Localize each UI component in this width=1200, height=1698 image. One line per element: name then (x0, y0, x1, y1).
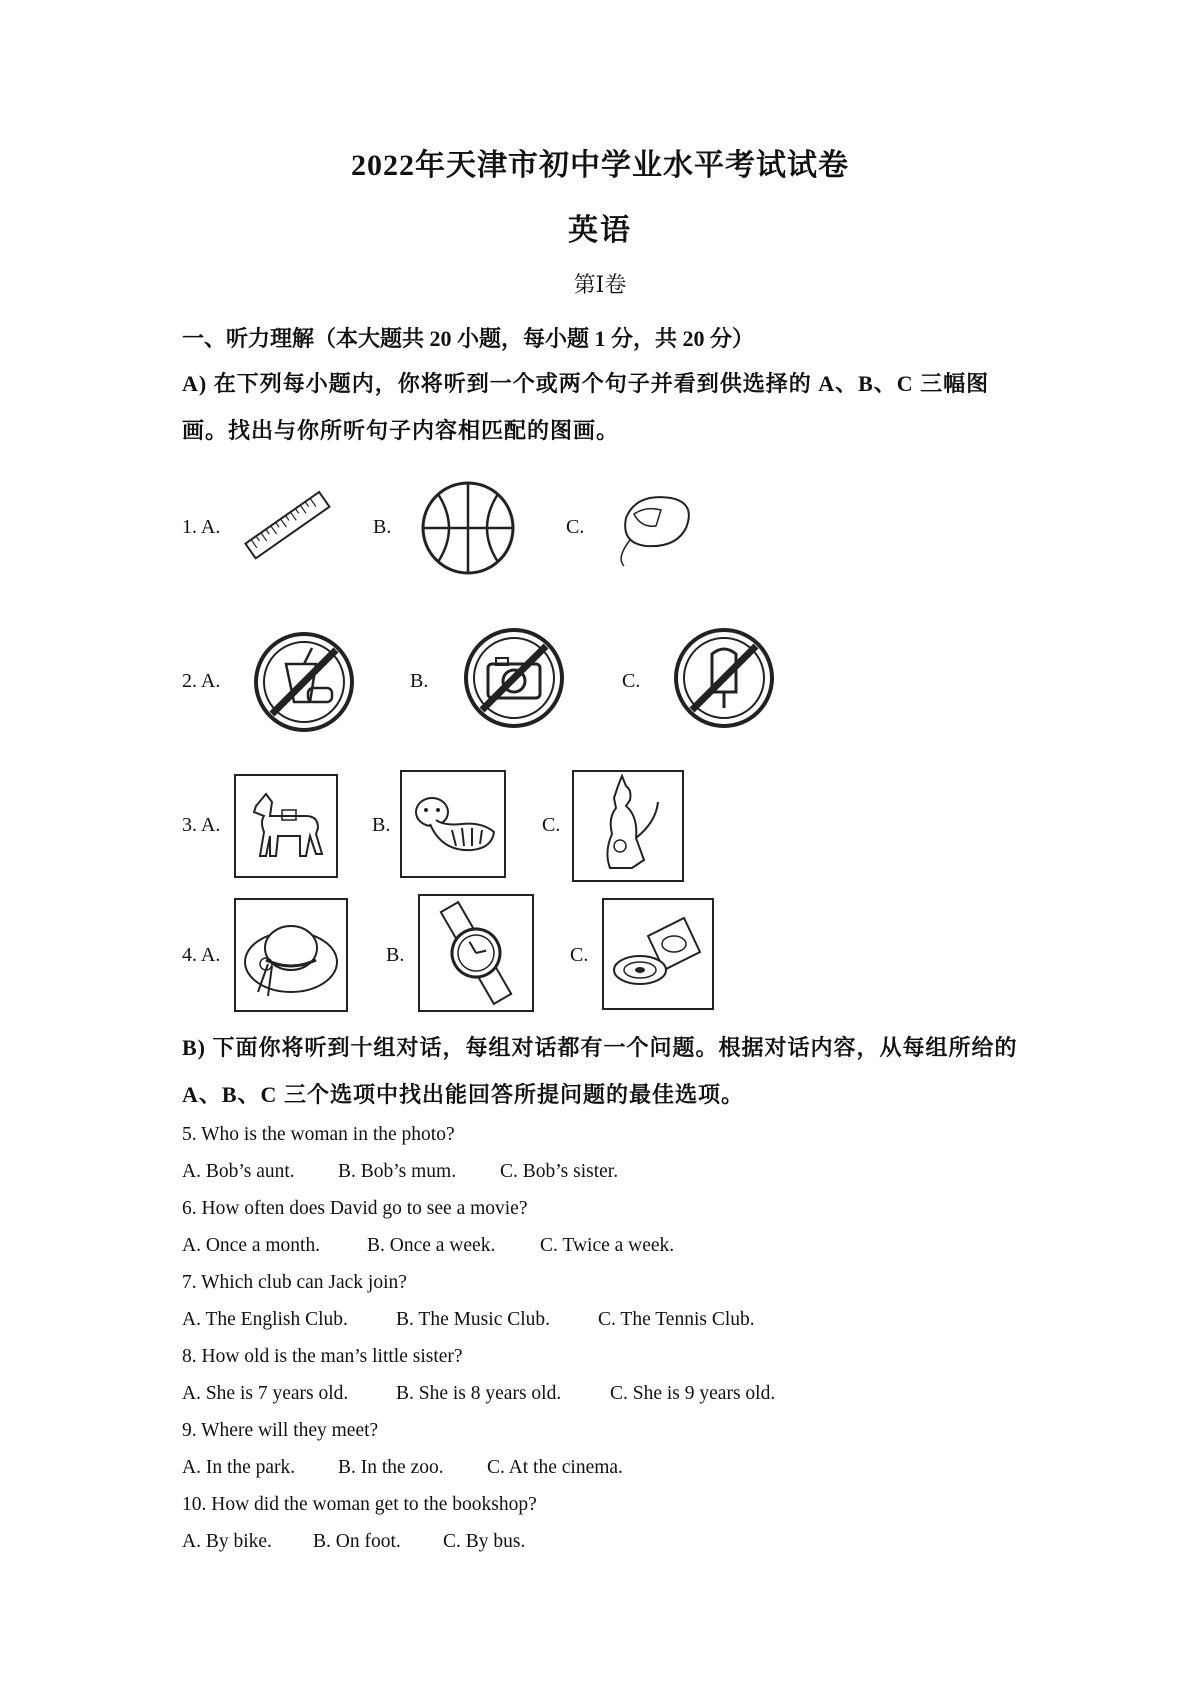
question-7: 7. Which club can Jack join? (182, 1272, 407, 1293)
q3-label: 3. A. (182, 814, 221, 836)
no-ice-cream-icon[interactable] (672, 626, 776, 730)
q1-c-label: C. (566, 516, 585, 538)
part-b-instructions: B) 下面你将听到十组对话，每组对话都有一个问题。根据对话内容，从每组所给的 A、B、C 三个选项中找出能回答所提问题的最佳选项。 (182, 1035, 1018, 1107)
question-8: 8. How old is the man’s little sister? (182, 1346, 463, 1367)
page-title: 2022年天津市初中学业水平考试试卷 (351, 149, 849, 182)
q7-option-b[interactable]: B. The Music Club. (396, 1309, 551, 1330)
no-food-drink-icon[interactable] (252, 630, 356, 734)
volume-title: 第Ⅰ卷 (573, 272, 627, 297)
computer-mouse-icon[interactable] (606, 488, 702, 568)
q5-option-c[interactable]: C. Bob’s sister. (500, 1161, 619, 1182)
q3-b-label: B. (372, 814, 391, 836)
q8-option-a[interactable]: A. She is 7 years old. (182, 1383, 349, 1404)
q2-b-label: B. (410, 670, 429, 692)
section-heading: 一、听力理解（本大题共 20 小题，每小题 1 分，共 20 分） (182, 326, 755, 351)
q5-option-a[interactable]: A. Bob’s aunt. (182, 1161, 295, 1182)
q9-option-c[interactable]: C. At the cinema. (487, 1457, 623, 1478)
tiger-icon[interactable] (400, 770, 506, 878)
cd-icon[interactable] (602, 898, 714, 1010)
ruler-icon[interactable] (238, 486, 338, 566)
q7-option-a[interactable]: A. The English Club. (182, 1309, 348, 1330)
q1-b-label: B. (373, 516, 392, 538)
no-camera-icon[interactable] (462, 626, 566, 730)
subject-title: 英语 (568, 214, 632, 247)
question-5: 5. Who is the woman in the photo? (182, 1124, 455, 1145)
q4-c-label: C. (570, 944, 589, 966)
watch-icon[interactable] (418, 894, 534, 1012)
part-a-instructions: A) 在下列每小题内，你将听到一个或两个句子并看到供选择的 A、B、C 三幅图画。找出与你所听句子内容相匹配的图画。 (182, 371, 990, 443)
kangaroo-icon[interactable] (572, 770, 684, 882)
horse-icon[interactable] (234, 774, 338, 878)
q8-option-c[interactable]: C. She is 9 years old. (610, 1383, 776, 1404)
q2-label: 2. A. (182, 670, 221, 692)
q10-option-a[interactable]: A. By bike. (182, 1531, 272, 1552)
q2-c-label: C. (622, 670, 641, 692)
hat-icon[interactable] (234, 898, 348, 1012)
question-9: 9. Where will they meet? (182, 1420, 379, 1441)
q5-option-b[interactable]: B. Bob’s mum. (338, 1161, 457, 1182)
q9-option-b[interactable]: B. In the zoo. (338, 1457, 444, 1478)
question-6: 6. How often does David go to see a movie? (182, 1198, 528, 1219)
q6-option-b[interactable]: B. Once a week. (367, 1235, 496, 1256)
q7-option-c[interactable]: C. The Tennis Club. (598, 1309, 755, 1330)
basketball-icon[interactable] (420, 480, 516, 576)
q10-option-c[interactable]: C. By bus. (443, 1531, 526, 1552)
q1-label: 1. A. (182, 516, 221, 538)
q6-option-c[interactable]: C. Twice a week. (540, 1235, 675, 1256)
question-10: 10. How did the woman get to the bookshop? (182, 1494, 537, 1515)
q6-option-a[interactable]: A. Once a month. (182, 1235, 321, 1256)
q3-c-label: C. (542, 814, 561, 836)
q9-option-a[interactable]: A. In the park. (182, 1457, 296, 1478)
q8-option-b[interactable]: B. She is 8 years old. (396, 1383, 562, 1404)
q10-option-b[interactable]: B. On foot. (313, 1531, 401, 1552)
q4-b-label: B. (386, 944, 405, 966)
q4-label: 4. A. (182, 944, 221, 966)
